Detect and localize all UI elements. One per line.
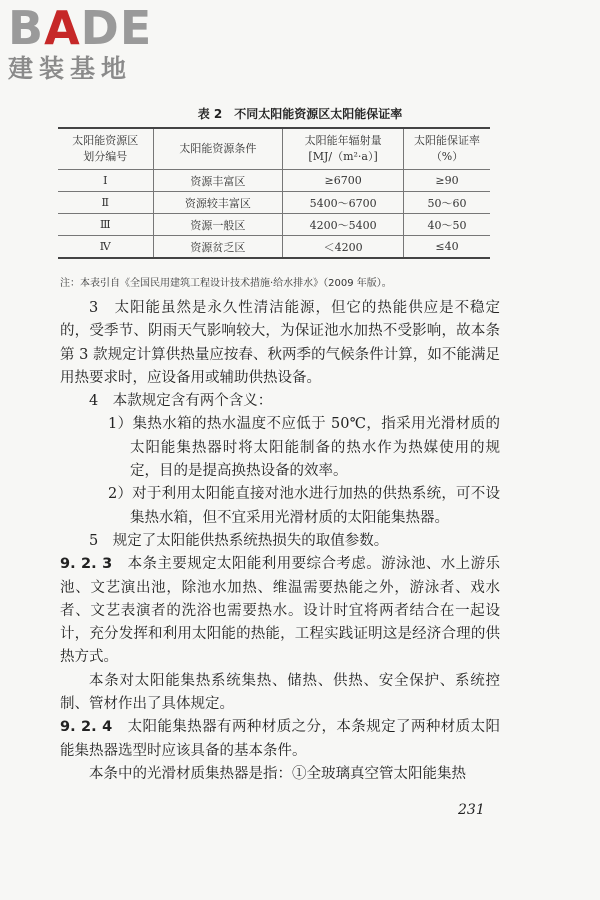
cell-condition: 资源较丰富区 <box>153 192 283 214</box>
logo-subtitle: 建装基地 <box>8 54 133 83</box>
logo-brand: BADE <box>8 1 153 55</box>
cell-radiation: ＜4200 <box>283 236 404 259</box>
table-title: 表 2 不同太阳能资源区太阳能保证率 <box>197 107 403 121</box>
clause-number: 9. 2. 3 <box>60 556 113 573</box>
cell-condition: 资源一般区 <box>153 214 283 236</box>
cell-radiation: 4200～5400 <box>283 214 404 236</box>
sub-item: 2）对于利用太阳能直接对池水进行加热的供热系统，可不设集热水箱，但不宜采用光滑材质的太阳能集热器。 <box>108 486 500 526</box>
table-row <box>58 170 490 192</box>
table-note: 注：本表引自《全国民用建筑工程设计技术措施·给水排水》（2009 年版）。 <box>60 278 392 289</box>
cell-rate: 50～60 <box>404 192 490 214</box>
clause-paragraph <box>60 716 500 763</box>
solar-guarantee-table <box>58 127 490 259</box>
cell-radiation: ≥6700 <box>283 170 404 192</box>
cell-rate: ≤40 <box>404 236 490 259</box>
cell-condition: 资源丰富区 <box>153 170 283 192</box>
table-row <box>58 236 490 259</box>
body-text <box>60 297 500 786</box>
cell-rate: ≥90 <box>404 170 490 192</box>
clause-text: 太阳能集热器有两种材质之分，本条规定了两种材质太阳能集热器选型时应该具备的基本条件。 <box>60 719 501 759</box>
table-header-row <box>58 128 490 170</box>
paragraph: 5 规定了太阳能供热系统热损失的取值参数。 <box>89 532 389 549</box>
header-resource-condition: 太阳能资源条件 <box>153 128 283 170</box>
cell-rate: 40～50 <box>404 214 490 236</box>
table-row <box>58 214 490 236</box>
clause-paragraph <box>60 553 500 669</box>
paragraph: 本条中的光滑材质集热器是指：①全玻璃真空管太阳能集热 <box>89 765 466 782</box>
cell-zone: Ⅳ <box>58 236 153 259</box>
page-number: 231 <box>458 802 485 818</box>
table-row <box>58 192 490 214</box>
site-logo <box>8 1 153 84</box>
cell-condition: 资源贫乏区 <box>153 236 283 259</box>
paragraph: 4 本款规定含有两个含义： <box>89 393 273 410</box>
cell-zone: Ⅱ <box>58 192 153 214</box>
paragraph: 3 太阳能虽然是永久性清洁能源，但它的热能供应是不稳定的，受季节、阴雨天气影响较大，为保证池水加热不受影响，故本条第 3 款规定计算供热量应按春、秋两季的气候条件计算，如不能满足用热要求时，应设备用或辅助供热设备。 <box>60 300 500 386</box>
paragraph: 本条对太阳能集热系统集热、储热、供热、安全保护、系统控制、管材作出了具体规定。 <box>60 672 500 713</box>
header-zone-number: 太阳能资源区 划分编号 <box>58 128 153 170</box>
clause-text: 本条主要规定太阳能利用要综合考虑。游泳池、水上游乐池、文艺演出池，除池水加热、维温需要热能之外，游泳者、戏水者、文艺表演者的洗浴也需要热水。设计时宜将两者结合在一起设计，充分发挥和利用太阳能的热能，工程实践证明这是经济合理的供热方式。 <box>60 556 501 666</box>
cell-zone: Ⅲ <box>58 214 153 236</box>
cell-radiation: 5400～6700 <box>283 192 404 214</box>
header-annual-radiation: 太阳能年辐射量 [MJ/（m²·a）] <box>283 128 404 170</box>
cell-zone: Ⅰ <box>58 170 153 192</box>
header-guarantee-rate: 太阳能保证率 （%） <box>404 128 490 170</box>
clause-number: 9. 2. 4 <box>60 719 113 736</box>
sub-item: 1）集热水箱的热水温度不应低于 50℃，指采用光滑材质的太阳能集热器时将太阳能制备的热水作为热媒使用的规定，目的是提高换热设备的效率。 <box>108 416 500 480</box>
